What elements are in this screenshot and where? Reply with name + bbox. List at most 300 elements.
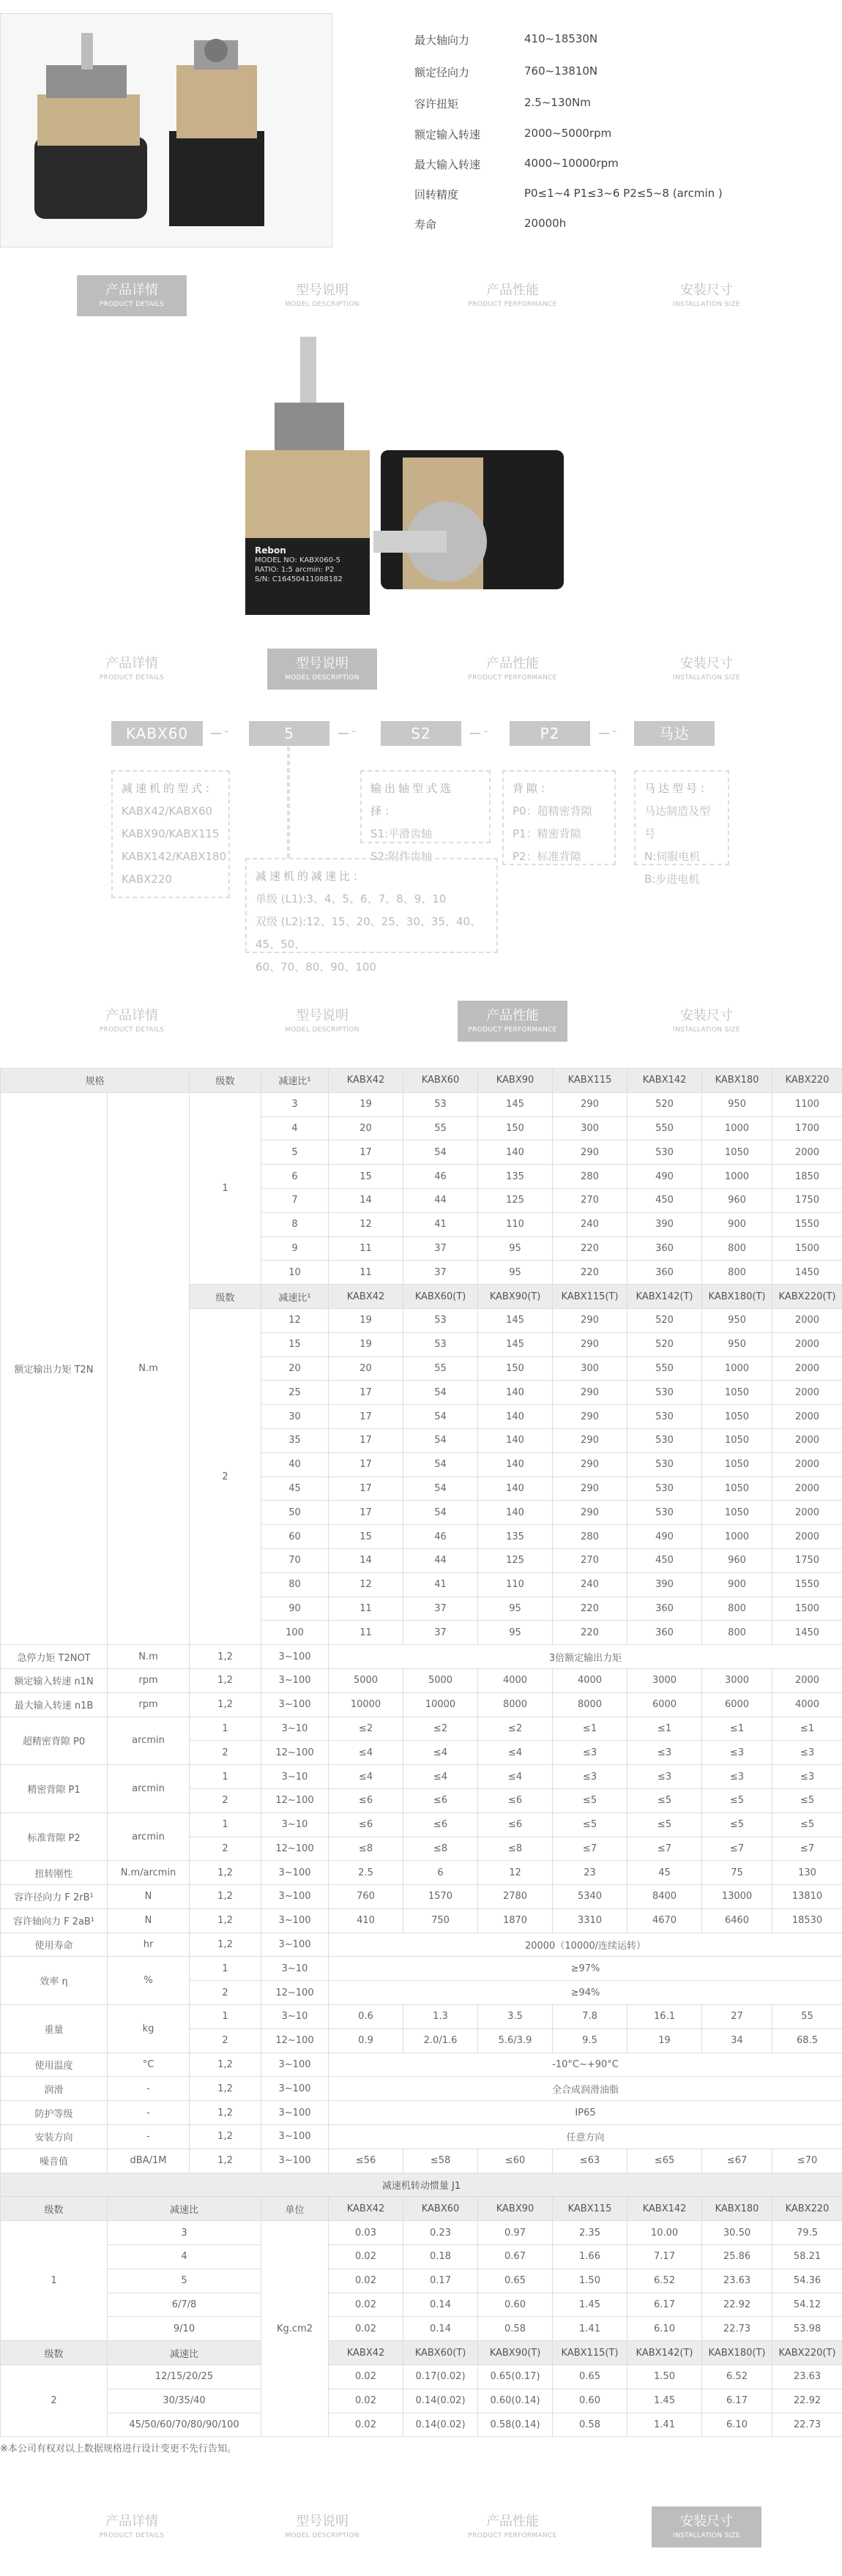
separator [338,733,349,734]
table-cell: 使用寿命 [1,1933,108,1957]
table-cell: 90 [261,1597,329,1621]
table-cell: 110 [478,1572,553,1597]
table-cell: 140 [478,1501,553,1525]
table-cell: 45/50/60/70/80/90/100 [108,2413,261,2437]
table-cell: 12~100 [261,1837,329,1861]
table-cell: 规格 [1,1069,190,1093]
product-photo-top [0,13,332,247]
table-cell: 140 [478,1452,553,1476]
table-cell: 27 [702,2005,772,2029]
tab-installation[interactable] [652,275,761,316]
table-row [1,2221,842,2245]
table-cell: 3~100 [261,1861,329,1885]
table-cell: KABX180 [702,1069,772,1093]
table-row [1,2413,842,2437]
footnote: ※本公司有权对以上数据规格进行设计变更不先行告知。 [0,2444,236,2454]
table-cell: N.m [108,1092,190,1644]
table-cell: 19 [329,1332,403,1356]
table-cell: 额定输入转速 n1N [1,1668,108,1692]
tab-sublabel: PRODUCT DETAILS [99,2532,165,2539]
spec-value: 760~13810N [524,64,598,78]
table-cell: - [108,2101,190,2125]
table-cell: 5000 [403,1668,478,1692]
separator [211,733,221,734]
table-cell: 290 [553,1140,627,1165]
tab-details[interactable] [77,649,187,690]
table-cell: -10°C~+90°C [329,2053,842,2077]
tab-installation[interactable] [652,1001,761,1042]
table-header-row [1,2341,842,2365]
tab-label: 安装尺寸 [680,656,733,671]
table-cell: 8000 [553,1692,627,1717]
table-cell: 23 [553,1861,627,1885]
separator [599,733,609,734]
table-cell: 1000 [702,1356,772,1381]
table-cell: 0.02 [329,2413,403,2437]
table-cell: ≤8 [403,1837,478,1861]
table-cell: 0.65 [553,2365,627,2389]
table-cell: ≤4 [329,1765,403,1789]
table-cell: KABX90 [478,2197,553,2221]
table-cell: 3~10 [261,1765,329,1789]
table-cell: kg [108,2005,190,2053]
tab-label: 产品详情 [105,1008,158,1023]
table-cell: ≤1 [553,1717,627,1741]
table-cell: 6.10 [627,2317,702,2341]
table-cell: ≤3 [553,1765,627,1789]
desc-title: 马达型号： [644,782,715,795]
table-cell: 1.41 [553,2317,627,2341]
table-cell: ≤6 [329,1788,403,1812]
table-cell: 360 [627,1236,702,1261]
table-cell: ≤70 [772,2148,842,2173]
table-cell: - [108,2077,190,2101]
table-cell: 450 [627,1188,702,1212]
tab-sublabel: MODEL DESCRIPTION [285,674,359,682]
table-cell: 530 [627,1428,702,1452]
table-cell: 30.50 [702,2221,772,2245]
tab-label: 产品详情 [105,283,158,298]
table-cell: 14 [329,1548,403,1572]
tab-label: 型号说明 [296,283,349,298]
tab-label: 型号说明 [296,1008,349,1023]
table-cell: 290 [553,1476,627,1501]
tab-model[interactable] [267,2506,377,2547]
table-cell: 37 [403,1261,478,1285]
table-cell: 6/7/8 [108,2293,261,2317]
tab-model[interactable] [267,275,377,316]
table-cell: ≤67 [702,2148,772,2173]
table-row [1,1645,842,1669]
model-desc-d1 [111,770,230,898]
tab-installation[interactable] [652,2506,761,2547]
table-row [1,2269,842,2293]
spec-label: 回转精度 [414,188,459,201]
table-cell: 44 [403,1548,478,1572]
connector [287,747,290,858]
table-cell: ≤6 [403,1788,478,1812]
table-cell: ≤3 [772,1741,842,1765]
table-cell: 4000 [553,1668,627,1692]
table-cell: 0.14 [403,2317,478,2341]
table-cell: 1000 [702,1525,772,1549]
table-cell: 18530 [772,1908,842,1933]
table-cell: 1,2 [190,2077,261,2101]
table-cell: 490 [627,1525,702,1549]
model-code-box: P2 [510,721,590,746]
spec-value: 2000~5000rpm [524,127,612,140]
tab-performance[interactable] [458,275,567,316]
table-cell: 800 [702,1597,772,1621]
product-photo-main [220,322,630,615]
table-cell: 2000 [772,1668,842,1692]
tab-model[interactable] [267,649,377,690]
table-cell: 2000 [772,1428,842,1452]
table-cell: 2.0/1.6 [403,2028,478,2053]
table-cell: KABX60 [403,1069,478,1093]
table-cell: 23.63 [702,2269,772,2293]
table-cell: 3 [261,1092,329,1116]
table-cell: 16.1 [627,2005,702,2029]
tab-model[interactable] [267,1001,377,1042]
table-cell: 0.97 [478,2221,553,2245]
tab-label: 产品详情 [105,656,158,671]
table-cell: 55 [403,1356,478,1381]
table-cell: 17 [329,1405,403,1429]
table-cell: 22.73 [772,2413,842,2437]
tab-performance[interactable] [458,649,567,690]
table-cell: ≤5 [553,1788,627,1812]
tab-details[interactable] [77,2506,187,2547]
desc-line: P1：精密背隙 [513,827,581,840]
table-row [1,2101,842,2125]
table-cell: 12~100 [261,1981,329,2005]
table-cell: 800 [702,1236,772,1261]
table-cell: ≤6 [403,1812,478,1837]
table-cell: 0.17(0.02) [403,2365,478,2389]
table-cell: 50 [261,1501,329,1525]
table-cell: ≤3 [627,1765,702,1789]
table-cell: 容许轴向力 F 2aB¹ [1,1908,108,1933]
table-cell: ≤5 [627,1812,702,1837]
table-cell: 0.60 [553,2389,627,2413]
nameplate-line: MODEL NO: KABX060-5 [255,556,340,564]
tab-bar [0,1001,842,1042]
table-cell: 23.63 [772,2365,842,2389]
tab-details[interactable] [77,275,187,316]
table-cell: rpm [108,1668,190,1692]
table-cell: 4 [108,2245,261,2269]
table-cell: 5 [108,2269,261,2293]
spec-label: 容许扭矩 [414,97,459,111]
table-cell: 240 [553,1572,627,1597]
separator-dash: - [351,723,357,739]
table-cell: 8000 [478,1692,553,1717]
nameplate-line: S/N: C16450411088182 [255,575,343,583]
desc-line: 马达制造及型号 [644,804,711,840]
table-cell: 6.17 [702,2389,772,2413]
table-cell: 2000 [772,1405,842,1429]
table-cell: 5000 [329,1668,403,1692]
table-cell: 150 [478,1116,553,1140]
spec-label: 最大输入转速 [414,158,481,171]
table-cell: 0.14(0.02) [403,2413,478,2437]
table-cell: 41 [403,1572,478,1597]
table-cell: 10.00 [627,2221,702,2245]
desc-line: S2:附件齿轴 [370,850,433,863]
table-cell: ≤6 [478,1788,553,1812]
table-cell: KABX115 [553,2197,627,2221]
table-cell: 减速机转动惯量 J1 [1,2173,842,2197]
table-cell: 20 [261,1356,329,1381]
table-row [1,1933,842,1957]
desc-line: S1:平滑齿轴 [370,827,433,840]
table-cell: 75 [702,1861,772,1885]
table-cell: ≤5 [772,1812,842,1837]
table-cell: IP65 [329,2101,842,2125]
table-cell: 10 [261,1261,329,1285]
table-cell: KABX42 [329,1285,403,1309]
table-cell: 1 [1,2221,108,2341]
spec-row [414,217,566,232]
table-cell: 0.14 [403,2293,478,2317]
table-cell: 280 [553,1165,627,1189]
table-cell: 950 [702,1308,772,1332]
table-cell: arcmin [108,1717,190,1765]
table-cell: ≤5 [627,1788,702,1812]
table-cell: 12 [329,1212,403,1236]
table-cell: ≤58 [403,2148,478,2173]
table-cell: KABX180(T) [702,1285,772,1309]
table-cell: 37 [403,1621,478,1645]
table-cell: 0.6 [329,2005,403,2029]
table-cell: KABX60(T) [403,1285,478,1309]
table-cell: hr [108,1933,190,1957]
table-cell: ≤4 [329,1741,403,1765]
table-cell: KABX180(T) [702,2341,772,2365]
table-cell: 55 [403,1116,478,1140]
desc-line: KABX90/KABX115 [122,827,220,840]
desc-line: KABX142/KABX180 [122,850,227,863]
table-cell: 550 [627,1356,702,1381]
table-cell: KABX220 [772,2197,842,2221]
table-cell: 1,2 [190,1861,261,1885]
tab-sublabel: INSTALLATION SIZE [673,301,740,308]
table-cell: 900 [702,1212,772,1236]
table-cell: 4000 [772,1692,842,1717]
table-cell: °C [108,2053,190,2077]
table-cell: ≥97% [329,1957,842,1981]
table-cell: 1.45 [553,2293,627,2317]
table-cell: 0.14(0.02) [403,2389,478,2413]
table-row [1,2293,842,2317]
table-cell: 53 [403,1092,478,1116]
tab-sublabel: MODEL DESCRIPTION [285,2532,359,2539]
table-cell: 760 [329,1885,403,1909]
table-cell: 12 [478,1861,553,1885]
desc-title: 背隙： [513,782,555,795]
table-cell: 润滑 [1,2077,108,2101]
table-cell: 145 [478,1308,553,1332]
table-cell: ≤5 [772,1788,842,1812]
table-row [1,1908,842,1933]
table-cell: 220 [553,1261,627,1285]
table-cell: 4 [261,1116,329,1140]
tab-label: 型号说明 [296,656,349,671]
spec-value: 2.5~130Nm [524,96,591,109]
spec-row [414,64,597,80]
table-cell: 54 [403,1405,478,1429]
tab-label: 安装尺寸 [680,2514,733,2529]
table-cell: 减速比¹ [261,1069,329,1093]
table-cell: 520 [627,1308,702,1332]
table-cell: 1500 [772,1597,842,1621]
table-cell: 1,2 [190,2053,261,2077]
table-cell: 2000 [772,1140,842,1165]
desc-line: N:伺服电机 [644,850,701,863]
table-cell: 20 [329,1356,403,1381]
table-cell: 安装方向 [1,2125,108,2149]
table-cell: 2000 [772,1501,842,1525]
table-row [1,1765,842,1789]
desc-line: KABX42/KABX60 [122,804,213,818]
table-cell: 220 [553,1597,627,1621]
tab-label: 产品性能 [486,2514,539,2529]
table-cell: 3~100 [261,1885,329,1909]
table-cell: 1750 [772,1548,842,1572]
desc-line: P2：标准背隙 [513,850,581,863]
table-cell: 53.98 [772,2317,842,2341]
table-cell: 2000 [772,1452,842,1476]
table-cell: 9 [261,1236,329,1261]
table-cell: 100 [261,1621,329,1645]
table-cell: 41 [403,1212,478,1236]
tab-installation[interactable] [652,649,761,690]
table-cell: 3000 [702,1668,772,1692]
table-cell: 530 [627,1140,702,1165]
table-cell: 55 [772,2005,842,2029]
table-cell: 急停力矩 T2NOT [1,1645,108,1669]
table-cell: 1570 [403,1885,478,1909]
table-cell: 3000 [627,1668,702,1692]
desc-line: B:步进电机 [644,873,700,886]
table-cell: 79.5 [772,2221,842,2245]
table-cell: 290 [553,1501,627,1525]
table-cell: 60 [261,1525,329,1549]
table-row [1,2053,842,2077]
table-cell: 950 [702,1332,772,1356]
table-cell: ≤1 [702,1717,772,1741]
tab-performance[interactable] [458,1001,567,1042]
desc-title: 减速机的减速比： [256,870,368,883]
table-cell: 54 [403,1428,478,1452]
table-cell: 0.67 [478,2245,553,2269]
table-cell: 3310 [553,1908,627,1933]
table-cell: 8 [261,1212,329,1236]
table-cell: 130 [772,1861,842,1885]
table-cell: 7.8 [553,2005,627,2029]
spec-row [414,32,597,48]
tab-bar [0,275,842,316]
table-cell: 0.02 [329,2293,403,2317]
tab-label: 产品性能 [486,656,539,671]
desc-title: 输出轴型式选择： [370,782,455,818]
table-row [1,1092,842,1116]
table-cell: ≤5 [553,1812,627,1837]
table-cell: 20 [329,1116,403,1140]
table-cell: KABX42 [329,2197,403,2221]
table-cell: 135 [478,1165,553,1189]
table-cell: 300 [553,1356,627,1381]
tab-performance[interactable] [458,2506,567,2547]
table-cell: dBA/1M [108,2148,190,2173]
table-cell: 11 [329,1621,403,1645]
table-cell: 11 [329,1261,403,1285]
table-cell: 0.65 [478,2269,553,2293]
table-cell: 140 [478,1476,553,1501]
table-cell: 270 [553,1188,627,1212]
table-cell: 45 [627,1861,702,1885]
table-cell: 530 [627,1476,702,1501]
spec-row [414,127,611,142]
table-cell: 1,2 [190,1645,261,1669]
table-cell: 300 [553,1116,627,1140]
spec-table [0,1068,842,2437]
table-cell: 0.02 [329,2317,403,2341]
separator-dash: - [224,723,229,739]
table-cell: 54 [403,1381,478,1405]
tab-details[interactable] [77,1001,187,1042]
table-cell: 2 [190,1741,261,1765]
table-cell: 级数 [1,2341,108,2365]
model-desc-d3 [360,770,491,863]
table-cell: 11 [329,1597,403,1621]
table-cell: 标准背隙 P2 [1,1812,108,1861]
table-cell: 10000 [329,1692,403,1717]
table-cell: 12 [329,1572,403,1597]
table-cell: 240 [553,1212,627,1236]
desc-line: KABX220 [122,873,173,886]
table-cell: N.m [108,1645,190,1669]
table-cell: 220 [553,1236,627,1261]
table-cell: 9.5 [553,2028,627,2053]
table-cell: 35 [261,1428,329,1452]
table-cell: 1,2 [190,1908,261,1933]
table-cell: 1,2 [190,1933,261,1957]
table-cell: 0.23 [403,2221,478,2245]
table-cell: 17 [329,1501,403,1525]
table-cell: 3~100 [261,2101,329,2125]
table-cell: 53 [403,1332,478,1356]
table-cell: ≥94% [329,1981,842,2005]
tab-sublabel: MODEL DESCRIPTION [285,1026,359,1034]
table-cell: 1.41 [627,2413,702,2437]
spec-value: 20000h [524,217,567,230]
table-cell: 1750 [772,1188,842,1212]
table-header-row [1,2197,842,2221]
table-row [1,2077,842,2101]
table-cell: 290 [553,1308,627,1332]
table-cell: 45 [261,1476,329,1501]
tab-sublabel: PRODUCT DETAILS [99,301,165,308]
table-cell: N.m/arcmin [108,1861,190,1885]
table-cell: 58.21 [772,2245,842,2269]
table-cell: 14 [329,1188,403,1212]
table-cell: 1850 [772,1165,842,1189]
model-code-box: S2 [381,721,461,746]
table-cell: 950 [702,1092,772,1116]
table-cell: 17 [329,1140,403,1165]
